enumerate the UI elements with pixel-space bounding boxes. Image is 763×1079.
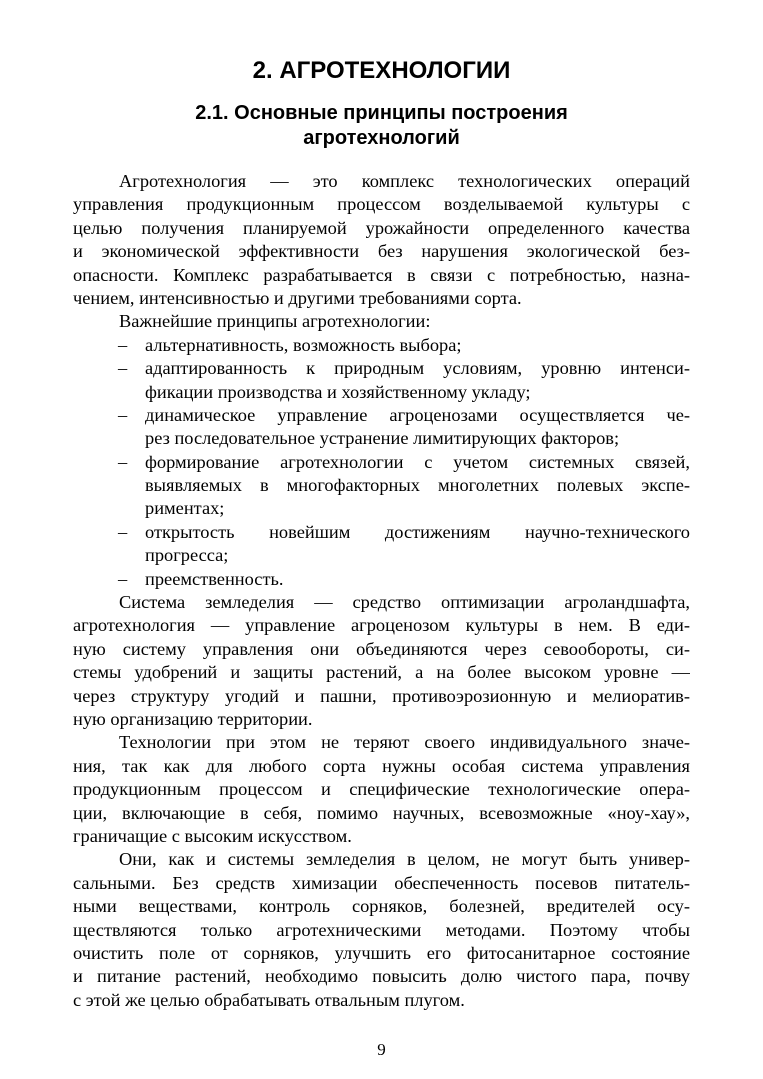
list-dash: – bbox=[118, 521, 128, 542]
body-text bbox=[73, 170, 690, 1012]
text-line: рез последовательное устранение лимитирующих факторов; bbox=[145, 428, 620, 449]
text-line: и экономической эффективности без нарушения экологической без- bbox=[73, 241, 690, 262]
list-dash: – bbox=[118, 568, 128, 589]
text-line: Агротехнология — это комплекс технологических операций bbox=[119, 171, 690, 191]
page-number: 9 bbox=[377, 1040, 386, 1059]
text-line: открытость новейшим достижениям научно-технического bbox=[145, 521, 690, 542]
section-title-line-2: агротехнологий bbox=[303, 127, 460, 149]
text-line: и питание растений, необходимо повысить долю чистого пара, почву bbox=[73, 966, 690, 987]
text-line: через структуру угодий и пашни, противоэрозионную и мелиоратив- bbox=[73, 685, 690, 706]
text-line: ции, включающие в себя, помимо научных, всевозможные «ноу-хау», bbox=[73, 802, 690, 823]
list-item bbox=[73, 404, 690, 451]
text-line: сальными. Без средств химизации обеспеченность посевов питатель- bbox=[73, 872, 690, 893]
text-line: формирование агротехнологии с учетом системных связей, bbox=[145, 451, 690, 472]
text-line: ными веществами, контроль сорняков, болезней, вредителей осу- bbox=[73, 896, 690, 917]
text-line: опасности. Комплекс разрабатывается в связи с потребностью, назна- bbox=[73, 264, 690, 285]
text-line: ния, так как для любого сорта нужны особая система управления bbox=[73, 755, 690, 776]
text-line: фикации производства и хозяйственному укладу; bbox=[145, 381, 531, 402]
paragraph-agrotechnology-definition bbox=[73, 170, 690, 310]
paragraph-farming-system bbox=[73, 591, 690, 731]
text-line: Система земледелия — средство оптимизации агроландшафта, bbox=[119, 592, 690, 613]
list-dash: – bbox=[118, 451, 128, 472]
text-line: Технологии при этом не теряют своего индивидуального значе- bbox=[119, 732, 690, 753]
list-item bbox=[73, 451, 690, 521]
list-item bbox=[73, 334, 690, 357]
text-line: преемственность. bbox=[145, 568, 284, 589]
text-line: прогресса; bbox=[145, 545, 229, 566]
principles-list bbox=[73, 334, 690, 591]
text-line: управления продукционным процессом возделываемой культуры с bbox=[73, 194, 690, 215]
list-dash: – bbox=[118, 358, 128, 379]
text-line: ную систему управления они объединяются через севообороты, си- bbox=[73, 638, 690, 659]
text-line: альтернативность, возможность выбора; bbox=[145, 334, 462, 355]
section-title bbox=[120, 101, 643, 151]
text-line: чением, интенсивностью и другими требованиями сорта. bbox=[73, 287, 522, 308]
text-line: очистить поле от сорняков, улучшить его фитосанитарное состояние bbox=[73, 942, 690, 963]
list-dash: – bbox=[118, 334, 128, 355]
list-item bbox=[73, 568, 690, 591]
text-line: ществляются только агротехническими методами. Поэтому чтобы bbox=[73, 919, 690, 940]
text-line: продукционным процессом и специфические технологические опера- bbox=[73, 779, 690, 800]
text-line: динамическое управление агроценозами осуществляется че- bbox=[145, 404, 690, 425]
list-item bbox=[73, 357, 690, 404]
text-line: целью получения планируемой урожайности определенного качества bbox=[73, 217, 690, 238]
text-line: адаптированность к природным условиям, уровню интенси- bbox=[145, 358, 690, 379]
principles-intro: Важнейшие принципы агротехнологии: bbox=[119, 311, 431, 332]
text-line: с этой же целью обрабатывать отвальным плугом. bbox=[73, 989, 465, 1010]
list-dash: – bbox=[118, 404, 128, 425]
text-line: выявляемых в многофакторных многолетних полевых экспе- bbox=[145, 475, 690, 496]
text-line: агротехнология — управление агроценозом культуры в нем. В еди- bbox=[73, 615, 690, 636]
text-line: Они, как и системы земледелия в целом, не могут быть универ- bbox=[119, 849, 690, 870]
paragraph-not-universal bbox=[73, 848, 690, 1012]
chapter-title: 2. АГРОТЕХНОЛОГИИ bbox=[252, 57, 511, 84]
text-line: граничащие с высоким искусством. bbox=[73, 825, 352, 846]
section-title-line-1: 2.1. Основные принципы построения bbox=[195, 102, 568, 124]
text-line: стемы удобрений и защиты растений, а на более высоком уровне — bbox=[73, 662, 690, 683]
text-line: риментах; bbox=[145, 498, 225, 519]
text-line: ную организацию территории. bbox=[73, 708, 313, 729]
list-item bbox=[73, 521, 690, 568]
paragraph-technologies bbox=[73, 731, 690, 848]
